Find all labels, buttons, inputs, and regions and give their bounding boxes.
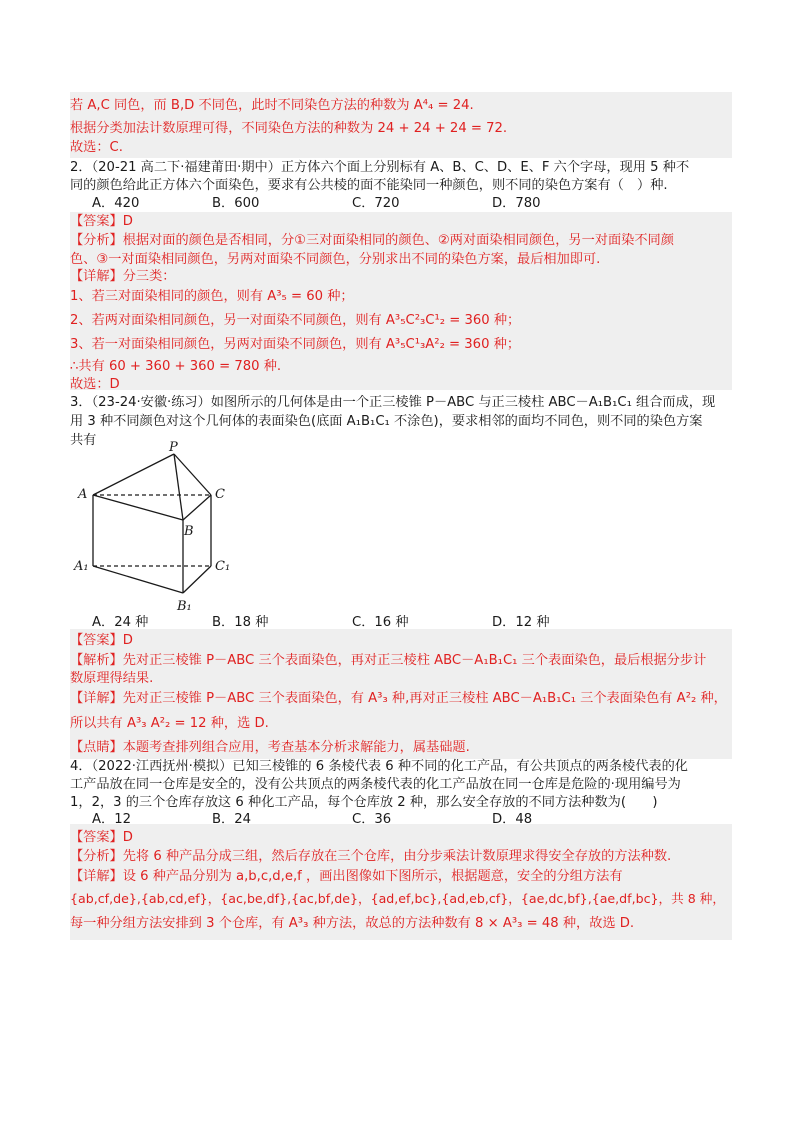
q2-option-a: A．420 xyxy=(92,196,140,211)
q4-detail-3: 每一种分组方法安排到 3 个仓库，有 A³₃ 种方法，故总的方法种数有 8 × A³₃ = 48 种，故选 D. xyxy=(70,916,635,931)
edge-ab xyxy=(93,495,183,520)
q4-detail-1: 【详解】设 6 种产品分别为 a,b,c,d,e,f ，画出图像如下图所示，根据题意，安全的分组方法有 xyxy=(70,869,623,884)
q2-analysis-1: 【分析】根据对面的颜色是否相同，分①三对面染相同的颜色、②两对面染相同颜色，另一对面染不同颜 xyxy=(70,233,674,248)
q2-analysis-2: 色、③一对面染相同颜色，另两对面染不同颜色，分别求出不同的染色方案，最后相加即可. xyxy=(70,252,601,267)
q3-answer: 【答案】D xyxy=(70,633,133,648)
q4-option-d: D．48 xyxy=(492,812,533,827)
q4-option-a: A．12 xyxy=(92,812,131,827)
q2-case-2: 2、若两对面染相同颜色，另一对面染不同颜色，则有 A³₅C²₃C¹₂ = 360 种； xyxy=(70,313,521,328)
q4-detail-2: {ab,cf,de},{ab,cd,ef}，{ac,be,df},{ac,bf,de}，{ad,ef,bc},{ad,eb,cf}，{ae,dc,bf},{ae,df,bc}，共 8 种， xyxy=(70,891,725,906)
label-b: B xyxy=(184,524,194,539)
q4-analysis: 【分析】先将 6 种产品分成三组，然后存放在三个仓库，由分步乘法计数原理求得安全存放的方法种数. xyxy=(70,849,672,864)
edge-a1b1 xyxy=(93,566,183,593)
q2-choose: 故选：D xyxy=(70,377,120,392)
label-p: P xyxy=(169,440,178,455)
q2-case-3: 3、若一对面染相同颜色，另两对面染不同颜色，则有 A³₅C¹₃A²₂ = 360 种； xyxy=(70,337,521,352)
solution-choose: 故选：C. xyxy=(70,140,123,155)
label-a: A xyxy=(78,487,88,502)
q4-answer: 【答案】D xyxy=(70,830,133,845)
q4-stem-1: 4．（2022·江西抚州·模拟）已知三棱锥的 6 条棱代表 6 种不同的化工产品，有公共顶点的两条棱代表的化 xyxy=(70,759,688,774)
q2-stem-1: 2．（20-21 高二下·福建莆田·期中）正方体六个面上分别标有 A、B、C、D、E、F 六个字母，现用 5 种不 xyxy=(70,160,690,175)
edge-b1c1 xyxy=(183,566,211,593)
edge-pb xyxy=(174,454,183,520)
solution-line-1: 若 A,C 同色，而 B,D 不同色，此时不同染色方法的种数为 A⁴₄ = 24. xyxy=(70,98,474,113)
q3-option-c: C．16 种 xyxy=(352,615,409,630)
q2-stem-2: 同的颜色给此正方体六个面染色，要求有公共棱的面不能染同一种颜色，则不同的染色方案有（ ）种. xyxy=(70,178,668,193)
label-c: C xyxy=(215,487,225,502)
q3-analysis-2: 数原理得结果. xyxy=(70,671,154,686)
q3-stem-2: 用 3 种不同颜色对这个几何体的表面染色(底面 A₁B₁C₁ 不涂色)，要求相邻的面均不同色，则不同的染色方案 xyxy=(70,414,703,429)
q2-detail-head: 【详解】分三类： xyxy=(70,269,176,284)
q2-total: ∴共有 60 + 360 + 360 = 780 种. xyxy=(70,359,282,374)
q3-analysis-1: 【解析】先对正三棱锥 P－ABC 三个表面染色，再对正三棱柱 ABC－A₁B₁C₁ 三个表面染色，最后根据分步计 xyxy=(70,653,707,668)
q4-stem-3: 1，2，3 的三个仓库存放这 6 种化工产品，每个仓库放 2 种，那么安全存放的不同方法种数为( ) xyxy=(70,795,658,810)
edge-pc xyxy=(174,454,211,495)
q3-option-b: B．18 种 xyxy=(212,615,269,630)
edge-bc xyxy=(183,495,211,520)
q2-option-d: D．780 xyxy=(492,196,541,211)
solution-line-2: 根据分类加法计数原理可得，不同染色方法的种数为 24 + 24 + 24 = 72. xyxy=(70,121,508,136)
q3-option-d: D．12 种 xyxy=(492,615,550,630)
q3-detail-1: 【详解】先对正三棱锥 P－ABC 三个表面染色，有 A³₃ 种,再对正三棱柱 ABC－A₁B₁C₁ 三个表面染色有 A²₂ 种， xyxy=(70,691,727,706)
q2-option-c: C．720 xyxy=(352,196,400,211)
q3-detail-2: 所以共有 A³₃ A²₂ = 12 种，选 D. xyxy=(70,716,269,731)
q2-option-b: B．600 xyxy=(212,196,260,211)
q4-option-b: B．24 xyxy=(212,812,252,827)
label-b1: B₁ xyxy=(177,599,192,614)
q3-stem-3: 共有 xyxy=(70,433,97,448)
q2-answer: 【答案】D xyxy=(70,214,133,229)
q4-stem-2: 工产品放在同一仓库是安全的，没有公共顶点的两条棱代表的化工产品放在同一仓库是危险的·现用编号为 xyxy=(70,777,681,792)
q4-option-c: C．36 xyxy=(352,812,392,827)
label-c1: C₁ xyxy=(215,559,231,574)
q2-case-1: 1、若三对面染相同的颜色，则有 A³₅ = 60 种； xyxy=(70,289,354,304)
q3-option-a: A．24 种 xyxy=(92,615,149,630)
edge-pa xyxy=(93,454,174,495)
q3-stem-1: 3．（23-24·安徽·练习）如图所示的几何体是由一个正三棱锥 P－ABC 与正三棱柱 ABC－A₁B₁C₁ 组合而成，现 xyxy=(70,395,716,410)
prism-pyramid-figure xyxy=(70,440,270,618)
label-a1: A₁ xyxy=(74,559,89,574)
q3-comment: 【点睛】本题考查排列组合应用，考查基本分析求解能力，属基础题. xyxy=(70,740,470,755)
